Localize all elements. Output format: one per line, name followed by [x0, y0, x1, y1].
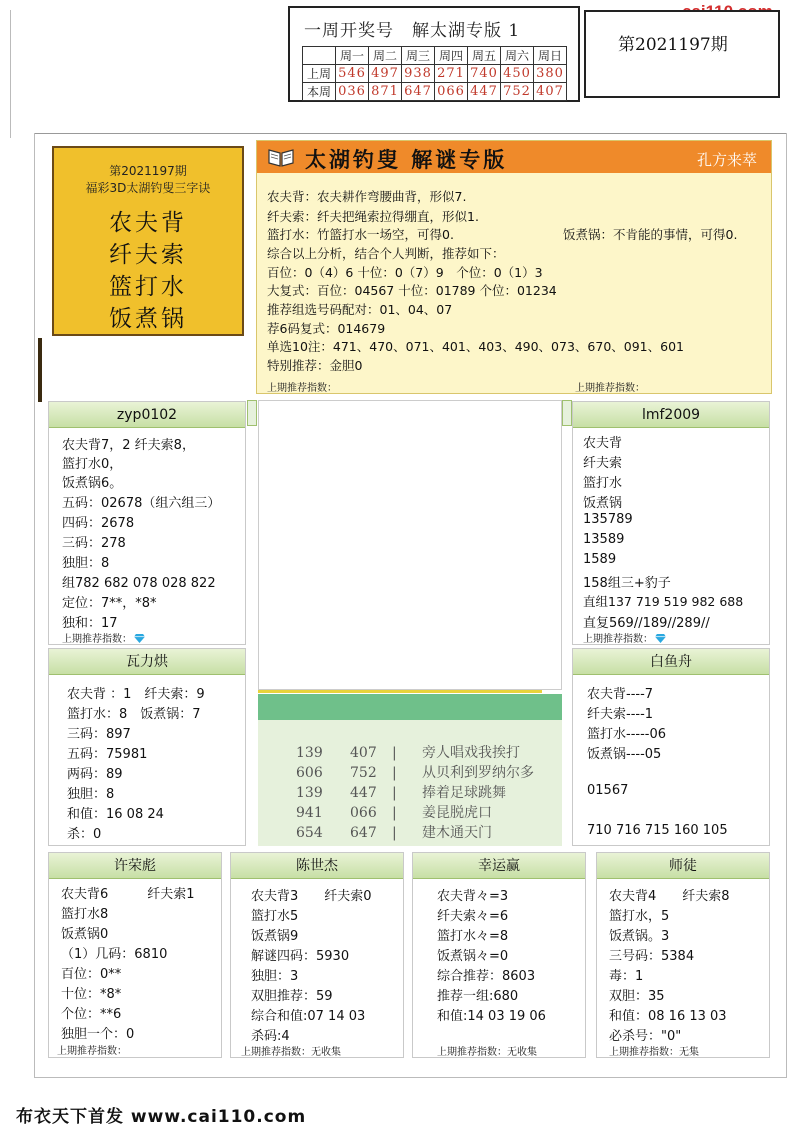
- box-line: 纤夫索々=6: [437, 909, 509, 924]
- box-line: 和值:14 03 19 06: [437, 1009, 546, 1024]
- box-title: 瓦力烘: [49, 649, 245, 675]
- poem-text: 旁人唱戏我挨打: [422, 745, 520, 761]
- box-title: 许荣彪: [49, 853, 221, 879]
- solution-line: 纤夫索：纤夫把绳索拉得绷直，形似1.: [267, 209, 479, 224]
- poem-number: 752: [350, 765, 377, 781]
- poem-text: 从贝利到罗纳尔多: [422, 765, 534, 781]
- box-line: 农夫背7，2 纤夫索8，: [62, 438, 195, 453]
- box-line: 篮打水5: [251, 909, 299, 924]
- box-line: 解谜四码：5930: [251, 949, 350, 964]
- poem-row: [296, 802, 492, 822]
- box-line: 五码：75981: [67, 747, 148, 762]
- box-line: 杀码:4: [251, 1029, 290, 1044]
- box-line: 三码：897: [67, 727, 131, 742]
- box-line: 独胆：8: [67, 787, 115, 802]
- prev-index-label: 上期推荐指数：无收集: [241, 1047, 341, 1058]
- solution-line: 推荐组选号码配对：01、04、07: [267, 302, 453, 317]
- solution-panel: [256, 140, 772, 394]
- box-line: 双胆：35: [609, 989, 665, 1004]
- box-line: 篮打水-----06: [587, 727, 666, 742]
- divider: [34, 133, 35, 1078]
- result-cell: 380: [534, 65, 567, 83]
- prev-index-label: 上期推荐指数：无集: [609, 1047, 699, 1058]
- day-header: 周日: [534, 47, 567, 65]
- box-line: 135789: [583, 512, 633, 527]
- box-shitu: [596, 852, 770, 1058]
- box-line: 定位：7**，*8*: [62, 596, 157, 611]
- box-line: 农夫背----7: [587, 687, 654, 702]
- solution-line: 大复式：百位：04567 十位：01789 个位：01234: [267, 283, 557, 298]
- day-header: 周六: [501, 47, 534, 65]
- day-header: 周三: [402, 47, 435, 65]
- poem-row: [296, 762, 534, 782]
- riddle-line: 饭煮锅: [109, 306, 187, 332]
- box-line: 篮打水8: [61, 907, 109, 922]
- box-line: 综合推荐：8603: [437, 969, 536, 984]
- row-label: 本周: [303, 83, 336, 101]
- box-xurongbiao: [48, 852, 222, 1058]
- box-xingyunying: [412, 852, 586, 1058]
- solution-line: 饭煮锅：不肯能的事情，可得0.: [563, 227, 738, 242]
- box-line: 01567: [587, 783, 629, 798]
- prev-index-label: 上期推荐指数：无收集: [437, 1047, 537, 1058]
- box-line: 十位：*8*: [61, 987, 122, 1002]
- box-line: 农夫背: [583, 436, 623, 451]
- box-line: 710 716 715 160 105: [587, 823, 728, 838]
- riddle-line: 篮打水: [109, 274, 187, 300]
- box-line: 篮打水々=8: [437, 929, 509, 944]
- result-cell: 497: [369, 65, 402, 83]
- box-line: 篮打水：8 饭煮锅：7: [67, 707, 201, 722]
- prev-index-label: 上期推荐指数：: [62, 634, 132, 645]
- riddle-line: 农夫背: [109, 210, 187, 236]
- box-line: 五码：02678（组六组三）: [62, 496, 221, 511]
- diamond-icon: [655, 634, 666, 643]
- box-line: 篮打水0，: [62, 457, 123, 472]
- result-cell: 271: [435, 65, 468, 83]
- prev-index-label: 上期推荐指数：: [583, 634, 653, 645]
- result-cell: 036: [336, 83, 369, 101]
- box-line: 纤夫索----1: [587, 707, 654, 722]
- result-cell: 407: [534, 83, 567, 101]
- solution-line: 百位：0（4）6 十位：0（7）9 个位：0（1）3: [267, 265, 543, 280]
- weekly-results-panel: [288, 6, 580, 102]
- box-line: 独胆：8: [62, 556, 110, 571]
- card-issue: 第2021197期: [109, 164, 187, 178]
- box-line: 饭煮锅: [583, 496, 623, 511]
- issue-number-box: [584, 10, 780, 98]
- box-title: 师徒: [597, 853, 769, 879]
- result-cell: 447: [468, 83, 501, 101]
- box-line: 农夫背4 纤夫索8: [609, 889, 730, 904]
- box-line: 个位：**6: [61, 1007, 122, 1022]
- poem-separator: |: [392, 825, 397, 841]
- solution-line: 特别推荐：金胆0: [267, 358, 363, 373]
- box-line: 直组137 719 519 982 688: [583, 594, 744, 609]
- prev-index-label: 上期推荐指数：: [57, 1046, 127, 1057]
- poem-separator: |: [392, 805, 397, 821]
- result-cell: 938: [402, 65, 435, 83]
- box-line: 推荐一组:680: [437, 989, 519, 1004]
- result-cell: 647: [402, 83, 435, 101]
- divider: [10, 10, 11, 138]
- box-line: 独胆一个：0: [61, 1027, 135, 1042]
- result-cell: 066: [435, 83, 468, 101]
- issue-number: 第2021197期: [618, 35, 728, 55]
- box-title: 陈世杰: [231, 853, 403, 879]
- riddle-line: 纤夫索: [109, 242, 187, 268]
- box-title: 白鱼舟: [573, 649, 769, 675]
- poem-number: 066: [350, 805, 377, 821]
- box-zyp0102: [48, 401, 246, 645]
- poem-number: 941: [296, 805, 323, 821]
- box-line: 农夫背6 纤夫索1: [61, 887, 195, 902]
- box-line: 必杀号："0": [609, 1029, 682, 1044]
- result-cell: 450: [501, 65, 534, 83]
- center-blank-panel: [258, 400, 562, 690]
- box-line: 158组三+豹子: [583, 576, 671, 591]
- solution-title: 太湖钓叟 解谜专版: [305, 147, 508, 172]
- box-line: 13589: [583, 532, 625, 547]
- poem-number: 139: [296, 785, 323, 801]
- divider: [34, 133, 786, 134]
- box-line: 饭煮锅6。: [62, 476, 123, 491]
- box-wali: [48, 648, 246, 846]
- day-header: 周二: [369, 47, 402, 65]
- box-line: 饭煮锅9: [251, 929, 299, 944]
- poem-separator: |: [392, 745, 397, 761]
- day-header: 周五: [468, 47, 501, 65]
- divider: [38, 338, 42, 402]
- box-line: 篮打水，5: [609, 909, 670, 924]
- box-line: 农夫背 ：1 纤夫索：9: [67, 687, 205, 702]
- divider: [34, 1077, 786, 1078]
- book-icon: [267, 146, 295, 168]
- title-card: [52, 146, 244, 336]
- box-line: 农夫背3 纤夫索0: [251, 889, 372, 904]
- box-line: 独胆：3: [251, 969, 299, 984]
- box-line: 组782 682 078 028 822: [62, 576, 216, 591]
- result-cell: 546: [336, 65, 369, 83]
- box-line: 纤夫索: [583, 456, 623, 471]
- prev-index-label: 上期推荐指数：: [575, 383, 645, 394]
- decoration-tab: [247, 400, 257, 426]
- result-cell: 871: [369, 83, 402, 101]
- poem-number: 647: [350, 825, 377, 841]
- poem-text: 姜昆脱虎口: [422, 805, 492, 821]
- box-line: 毒：1: [609, 969, 644, 984]
- box-line: 直复569//189//289//: [583, 616, 710, 631]
- box-line: 四码：2678: [62, 516, 135, 531]
- box-line: 1589: [583, 552, 617, 567]
- solution-line: 单选10注：471、470、071、401、403、490、073、670、091、601: [267, 339, 684, 354]
- box-chenshijie: [230, 852, 404, 1058]
- poem-number: 139: [296, 745, 323, 761]
- box-line: 综合和值:07 14 03: [251, 1009, 366, 1024]
- header-title: 一周开奖号 解太湖专版 1: [304, 21, 521, 41]
- poem-number: 407: [350, 745, 377, 761]
- result-cell: 752: [501, 83, 534, 101]
- footer-site-link[interactable]: 布衣天下首发 www.cai110.com: [16, 1107, 307, 1126]
- box-line: 杀：0: [67, 827, 102, 842]
- box-baiyuzhou: [572, 648, 770, 846]
- solution-author: 孔方来萃: [696, 151, 757, 169]
- box-line: 和值：08 16 13 03: [609, 1009, 727, 1024]
- box-line: 饭煮锅。3: [609, 929, 670, 944]
- poem-separator: |: [392, 765, 397, 781]
- poem-number: 447: [350, 785, 377, 801]
- box-line: 饭煮锅0: [61, 927, 109, 942]
- box-title: lmf2009: [573, 402, 769, 428]
- solution-header: [257, 141, 771, 173]
- row-label: 上周: [303, 65, 336, 83]
- box-line: 双胆推荐：59: [251, 989, 333, 1004]
- box-line: 两码：89: [67, 767, 123, 782]
- diamond-icon: [134, 634, 145, 643]
- poem-number: 654: [296, 825, 323, 841]
- prev-index-label: 上期推荐指数：: [267, 383, 337, 394]
- poem-separator: |: [392, 785, 397, 801]
- solution-line: 综合以上分析，结合个人判断，推荐如下：: [267, 246, 505, 261]
- box-line: 饭煮锅々=0: [437, 949, 509, 964]
- weekly-results-table: [302, 46, 567, 101]
- box-line: 独和：17: [62, 616, 118, 631]
- box-line: （1）几码：6810: [61, 947, 168, 962]
- divider: [258, 690, 542, 693]
- poem-text: 捧着足球跳舞: [422, 785, 506, 801]
- solution-line: 农夫背：农夫耕作弯腰曲背，形似7.: [267, 189, 467, 204]
- card-subtitle: 福彩3D太湖钓叟三字诀: [85, 181, 211, 195]
- box-line: 饭煮锅----05: [587, 747, 662, 762]
- box-line: 篮打水: [583, 476, 623, 491]
- day-header: 周一: [336, 47, 369, 65]
- divider: [786, 133, 787, 1078]
- poem-row: [296, 822, 492, 842]
- box-title: zyp0102: [49, 402, 245, 428]
- day-header: 周四: [435, 47, 468, 65]
- prev-index-row: [62, 630, 145, 645]
- box-line: 三号码：5384: [609, 949, 695, 964]
- box-line: 百位：0**: [61, 967, 122, 982]
- poem-row: [296, 782, 506, 802]
- green-band: [258, 694, 562, 720]
- result-cell: 740: [468, 65, 501, 83]
- box-lmf2009: [572, 401, 770, 645]
- decoration-tab: [562, 400, 572, 426]
- solution-line: 篮打水：竹篮打水一场空，可得0.: [267, 227, 454, 242]
- table-cell: [303, 47, 336, 65]
- box-line: 和值：16 08 24: [67, 807, 164, 822]
- poem-text: 建木通天门: [422, 825, 492, 841]
- prev-index-row: [583, 630, 666, 645]
- box-line: 农夫背々=3: [437, 889, 509, 904]
- box-title: 幸运赢: [413, 853, 585, 879]
- poem-row: [296, 742, 520, 762]
- solution-line: 荐6码复式：014679: [267, 321, 386, 336]
- poem-number: 606: [296, 765, 323, 781]
- box-line: 三码：278: [62, 536, 126, 551]
